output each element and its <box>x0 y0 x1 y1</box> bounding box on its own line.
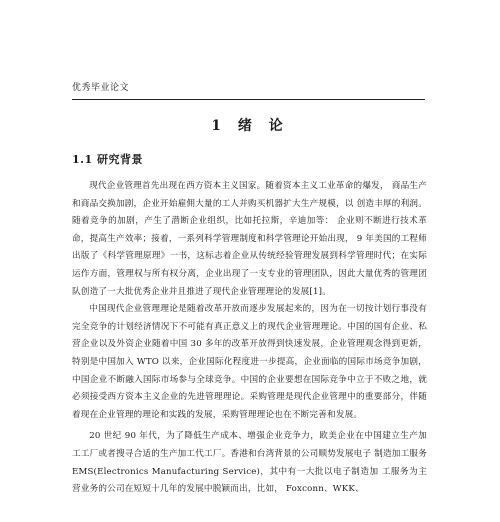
section-heading: 1.1 研究背景 <box>72 153 143 166</box>
paragraph: 20 世纪 90 年代，为了降低生产成本、增强企业竞争力，欧美企业在中国建立生产加工工厂或者搜寻合适的生产加工代工厂。香港和台湾背景的公司顺势发展电子 制造加工服务 EMS(Electronics Manufacturing Service)，其中有一大批以电子制造加 工服务为主营业务的公司在短短十几年的发展中脱颖而出，比如， Foxconn、WKK、 <box>72 431 427 495</box>
paragraph: 现代企业管理首先出现在西方资本主义国家。随着资本主义工业革命的爆发， 商品生产和商品交换加剧，企业开始雇佣大量的工人并购买机器扩大生产规模，以 创造丰厚的利润。随着竞争的加剧，产生了潜断企业组织，比如托拉斯，辛迪加等： 企业则不断进行技术革命，提高生产效率；接着，一系列科学管理制度和科学管理论开始出现， 9 年美国的工程师出版了《科学管理原理》一书，这标志着企业从传统经验管理发展到科学管理时代；在实际运作方面，管理权与所有权分离，企业出现了一支专业的管理团队，因此大量优秀的管理团队创造了一大批优秀企业并且推进了现代企业管理理论的发展[1]。 <box>72 181 427 297</box>
running-header: 优秀毕业论文 <box>72 83 130 93</box>
header-divider <box>72 99 425 100</box>
paragraph: 中国现代企业管理理论是随着改革开放而逐步发展起来的，因为在一切按计划行事没有完全竞争的计划经济情况下不可能有真正意义上的现代企业管理理论。中国的国有企业、私营企业以及外资企业随着中国 30 多年的改革开放得到快速发展，企业管理观念得到更新，特别是中国加入 WTO 以来，企业国际化程度进一步提高，企业面临的国际市场竞争加剧，中国企业不断融入国际市场参与全球竞争。中国的企业要想在国际竞争中立于不败之地，就必须接受西方资本主义企业的先进管理理论。采购管理是现代企业管理中的重要部分，伴随着现在企业管理的理论和实践的发展，采购管理理论也在不断完善和发展。 <box>72 304 427 420</box>
chapter-title: 1 绪 论 <box>211 118 289 134</box>
body-text <box>72 178 427 499</box>
